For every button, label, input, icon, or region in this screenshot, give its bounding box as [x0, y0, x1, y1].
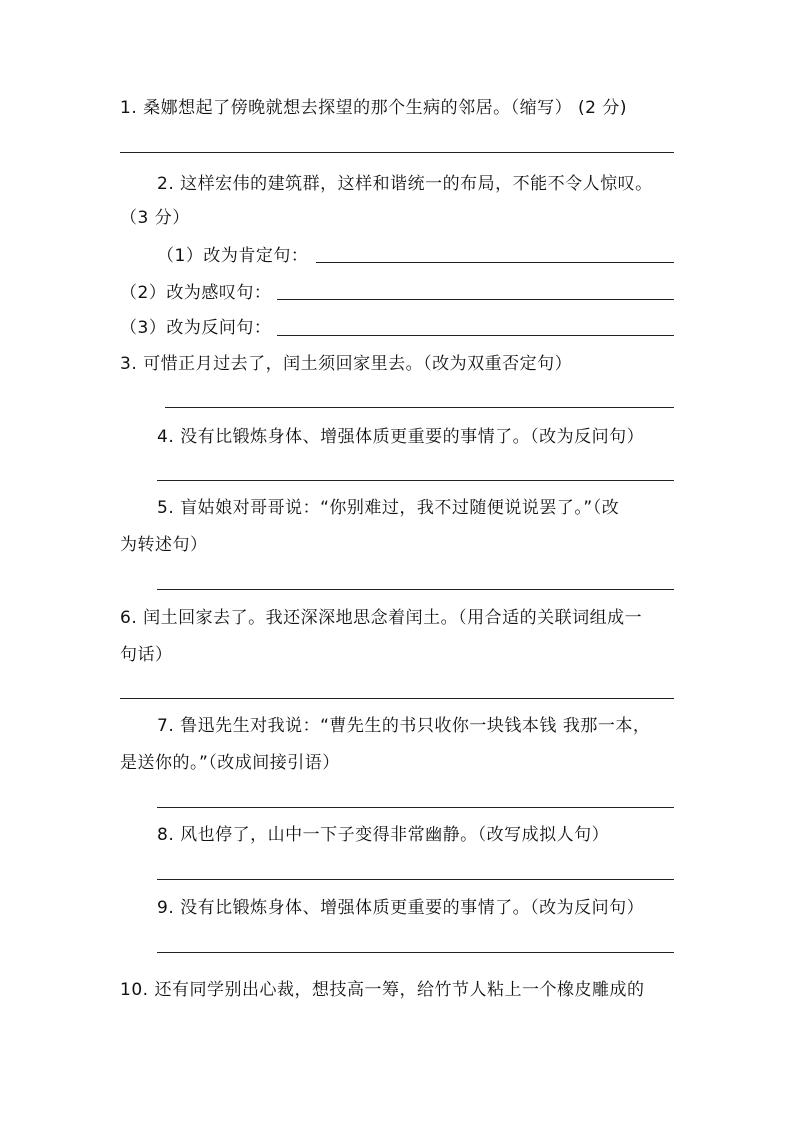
question-7-text-cont: 是送你的。”（改成间接引语）	[120, 753, 340, 773]
question-2-part-2-label: （2）改为感叹句：	[120, 283, 272, 303]
answer-line-4[interactable]	[157, 480, 674, 481]
question-1-text: 1. 桑娜想起了傍晚就想去探望的那个生病的邻居。（缩写） (2 分)	[120, 98, 628, 118]
answer-line-6[interactable]	[120, 698, 674, 699]
question-3-text: 3. 可惜正月过去了，闰土须回家里去。（改为双重否定句）	[120, 354, 573, 374]
question-5-text: 5. 盲姑娘对哥哥说：“你别难过，我不过随便说说罢了。”（改	[157, 498, 620, 518]
answer-line-3[interactable]	[165, 407, 674, 408]
question-8-text: 8. 风也停了，山中一下子变得非常幽静。（改写成拟人句）	[157, 825, 610, 845]
answer-line-7[interactable]	[157, 807, 674, 808]
question-4-text: 4. 没有比锻炼身体、增强体质更重要的事情了。（改为反问句）	[157, 427, 645, 447]
question-9-text: 9. 没有比锻炼身体、增强体质更重要的事情了。（改为反问句）	[157, 898, 645, 918]
question-2-text: 2. 这样宏伟的建筑群，这样和谐统一的布局，不能不令人惊叹。	[157, 174, 653, 194]
question-7-text: 7. 鲁迅先生对我说：“曹先生的书只收你一块钱本钱 我那一本，	[157, 716, 651, 736]
answer-line-8[interactable]	[157, 879, 674, 880]
question-2-score: （3 分）	[120, 208, 190, 228]
answer-line-5[interactable]	[157, 589, 674, 590]
question-5-text-cont: 为转述句）	[120, 535, 208, 555]
answer-line-2-2[interactable]	[277, 299, 674, 300]
answer-line-9[interactable]	[157, 952, 674, 953]
answer-line-1[interactable]	[120, 152, 674, 153]
answer-line-2-1[interactable]	[316, 262, 674, 263]
question-2-part-3-label: （3）改为反问句：	[120, 318, 272, 338]
question-6-text-cont: 句话）	[120, 645, 173, 665]
question-10-text: 10. 还有同学别出心裁，想技高一筹，给竹节人粘上一个橡皮雕成的	[120, 980, 645, 1000]
question-2-part-1-label: （1）改为肯定句：	[157, 246, 309, 266]
question-6-text: 6. 闰土回家去了。我还深深地思念着闰土。（用合适的关联词组成一	[120, 608, 643, 628]
answer-line-2-3[interactable]	[277, 335, 674, 336]
